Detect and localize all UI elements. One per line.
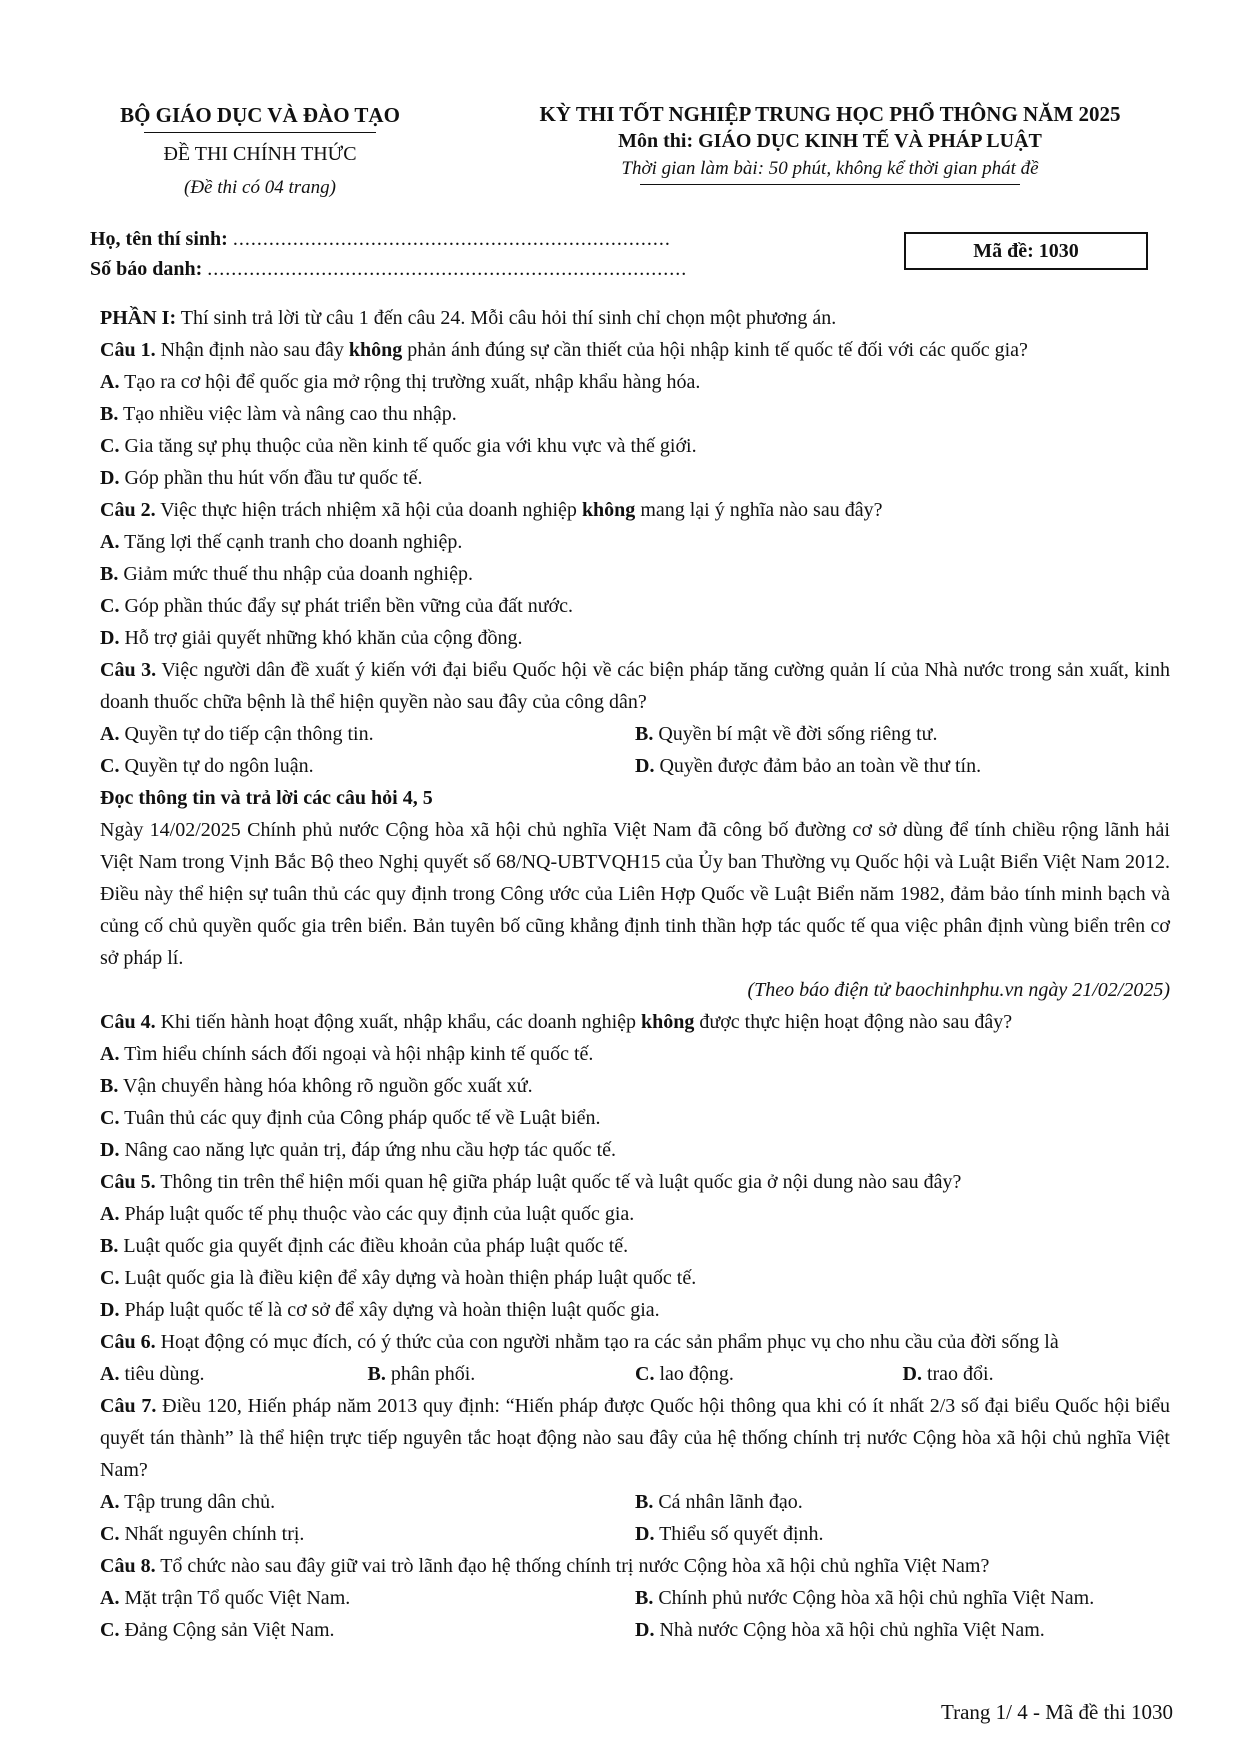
option-letter: B.: [635, 723, 654, 745]
q3-option-b[interactable]: [635, 718, 1170, 750]
option-text: trao đổi.: [926, 1363, 994, 1385]
q7-option-a[interactable]: [100, 1486, 635, 1518]
q6-option-b[interactable]: [368, 1358, 636, 1390]
reading-heading: Đọc thông tin và trả lời các câu hỏi 4, 5: [100, 787, 433, 809]
option-letter: A.: [100, 1203, 120, 1225]
q3-option-c[interactable]: [100, 750, 635, 782]
option-text: Luật quốc gia quyết định các điều khoản của pháp luật quốc tế.: [123, 1235, 629, 1257]
q1-option-d[interactable]: [100, 462, 1170, 494]
option-text: Góp phần thúc đẩy sự phát triển bền vững của đất nước.: [124, 595, 573, 617]
question-text: Hoạt động có mục đích, có ý thức của con người nhằm tạo ra các sản phẩm phục vụ cho nhu cầu của đời sống là: [155, 1331, 1059, 1353]
q6-option-a[interactable]: [100, 1358, 368, 1390]
q8-options-row-1: [100, 1582, 1170, 1614]
option-text: Pháp luật quốc tế là cơ sở để xây dựng và hoàn thiện luật quốc gia.: [124, 1299, 660, 1321]
candidate-id-field[interactable]: ................................................................................: [207, 258, 688, 280]
option-letter: C.: [100, 1107, 120, 1129]
option-text: Tập trung dân chủ.: [124, 1491, 276, 1513]
option-text: Mặt trận Tổ quốc Việt Nam.: [124, 1587, 351, 1609]
question-1: [100, 334, 1170, 366]
option-letter: C.: [100, 1619, 120, 1641]
header-left: [100, 100, 420, 203]
option-text: Quyền tự do ngôn luận.: [124, 755, 314, 777]
option-text: Quyền được đảm bảo an toàn về thư tín.: [659, 755, 982, 777]
part-label: PHẦN I:: [100, 307, 177, 329]
question-5: [100, 1166, 1170, 1198]
question-number: Câu 3.: [100, 659, 157, 681]
question-number: Câu 5.: [100, 1171, 156, 1193]
q7-options-row-2: [100, 1518, 1170, 1550]
q4-option-d[interactable]: [100, 1134, 1170, 1166]
q4-option-a[interactable]: [100, 1038, 1170, 1070]
option-letter: A.: [100, 1363, 120, 1385]
q3-option-d[interactable]: [635, 750, 1170, 782]
ministry-underline: [144, 132, 376, 133]
q8-option-a[interactable]: [100, 1582, 635, 1614]
option-text: Tạo nhiều việc làm và nâng cao thu nhập.: [122, 403, 457, 425]
option-text: Nhất nguyên chính trị.: [124, 1523, 305, 1545]
question-emphasis: không: [581, 499, 636, 521]
pages-note: (Đề thi có 04 trang): [184, 177, 336, 198]
option-letter: A.: [100, 1587, 120, 1609]
question-4: [100, 1006, 1170, 1038]
q6-option-c[interactable]: [635, 1358, 903, 1390]
subject-label: Môn thi:: [618, 130, 694, 152]
question-emphasis: không: [641, 1011, 695, 1033]
option-letter: C.: [100, 1267, 120, 1289]
question-number: Câu 7.: [100, 1395, 157, 1417]
q1-option-b[interactable]: [100, 398, 1170, 430]
option-letter: A.: [100, 723, 120, 745]
q8-option-c[interactable]: [100, 1614, 635, 1646]
question-2: [100, 494, 1170, 526]
option-letter: B.: [100, 563, 119, 585]
question-8: [100, 1550, 1170, 1582]
candidate-name-field[interactable]: .........................................................................: [232, 228, 671, 250]
candidate-info: [90, 224, 687, 284]
option-letter: B.: [635, 1491, 654, 1513]
option-text: Quyền bí mật về đời sống riêng tư.: [658, 723, 938, 745]
question-text: Nhận định nào sau đây: [155, 339, 349, 361]
exam-title: KỲ THI TỐT NGHIỆP TRUNG HỌC PHỔ THÔNG NĂM 2025: [539, 102, 1121, 126]
option-letter: C.: [635, 1363, 655, 1385]
option-text: lao động.: [659, 1363, 734, 1385]
option-text: Nâng cao năng lực quản trị, đáp ứng nhu cầu hợp tác quốc tế.: [124, 1139, 616, 1161]
q6-options-row: [100, 1358, 1170, 1390]
candidate-id-label: Số báo danh:: [90, 258, 203, 280]
question-emphasis: không: [348, 339, 403, 361]
question-text: Khi tiến hành hoạt động xuất, nhập khẩu, các doanh nghiệp: [155, 1011, 642, 1033]
option-letter: C.: [100, 435, 120, 457]
question-number: Câu 4.: [100, 1011, 156, 1033]
page-footer: Trang 1/ 4 - Mã đề thi 1030: [941, 1700, 1173, 1724]
q5-option-a[interactable]: [100, 1198, 1170, 1230]
question-number: Câu 1.: [100, 339, 156, 361]
option-letter: B.: [100, 403, 119, 425]
question-3: [100, 654, 1170, 718]
q7-options-row-1: [100, 1486, 1170, 1518]
option-text: Pháp luật quốc tế phụ thuộc vào các quy định của luật quốc gia.: [124, 1203, 635, 1225]
q5-option-b[interactable]: [100, 1230, 1170, 1262]
option-text: Chính phủ nước Cộng hòa xã hội chủ nghĩa Việt Nam.: [658, 1587, 1095, 1609]
option-text: Giảm mức thuế thu nhập của doanh nghiệp.: [123, 563, 473, 585]
q2-option-a[interactable]: [100, 526, 1170, 558]
option-letter: A.: [100, 1043, 120, 1065]
q4-option-c[interactable]: [100, 1102, 1170, 1134]
time-note: Thời gian làm bài: 50 phút, không kể thời gian phát đề: [621, 158, 1039, 179]
option-text: Quyền tự do tiếp cận thông tin.: [124, 723, 374, 745]
q8-option-b[interactable]: [635, 1582, 1170, 1614]
option-text: Tăng lợi thế cạnh tranh cho doanh nghiệp.: [124, 531, 463, 553]
option-text: Cá nhân lãnh đạo.: [658, 1491, 803, 1513]
q3-options-row-2: [100, 750, 1170, 782]
exam-code: Mã đề: 1030: [973, 239, 1079, 262]
question-text: Tổ chức nào sau đây giữ vai trò lãnh đạo hệ thống chính trị nước Cộng hòa xã hội chủ nghĩa Việt Nam?: [155, 1555, 990, 1577]
option-text: Góp phần thu hút vốn đầu tư quốc tế.: [124, 467, 423, 489]
exam-code-box: [904, 232, 1148, 270]
option-text: Gia tăng sự phụ thuộc của nền kinh tế quốc gia với khu vực và thế giới.: [124, 435, 697, 457]
official-label: ĐỀ THI CHÍNH THỨC: [163, 143, 357, 165]
part-instruction: [100, 302, 1170, 334]
q2-option-c[interactable]: [100, 590, 1170, 622]
option-letter: D.: [635, 1619, 655, 1641]
q6-option-d[interactable]: [903, 1358, 1171, 1390]
q7-option-b[interactable]: [635, 1486, 1170, 1518]
header-right: [490, 100, 1170, 185]
q1-option-a[interactable]: [100, 366, 1170, 398]
option-text: Thiểu số quyết định.: [659, 1523, 824, 1545]
option-letter: B.: [100, 1075, 119, 1097]
q3-option-a[interactable]: [100, 718, 635, 750]
option-letter: D.: [635, 1523, 655, 1545]
q5-option-d[interactable]: [100, 1294, 1170, 1326]
question-text: Việc người dân đề xuất ý kiến với đại biểu Quốc hội về các biện pháp tăng cường quản lí của Nhà nước trong sản xuất, kinh doanh thuốc chữa bệnh là thể hiện quyền nào sau đây của công dân?: [100, 659, 1170, 713]
subject-line: [490, 128, 1170, 154]
option-letter: B.: [367, 1363, 386, 1385]
q7-option-d[interactable]: [635, 1518, 1170, 1550]
candidate-name-line: [90, 224, 687, 254]
option-letter: C.: [100, 1523, 120, 1545]
question-text: phản ánh đúng sự cần thiết của hội nhập kinh tế quốc tế đối với các quốc gia?: [402, 339, 1028, 361]
option-letter: B.: [635, 1587, 654, 1609]
exam-body: [100, 302, 1170, 1646]
candidate-id-line: [90, 254, 687, 284]
option-text: Đảng Cộng sản Việt Nam.: [124, 1619, 335, 1641]
option-text: Nhà nước Cộng hòa xã hội chủ nghĩa Việt Nam.: [659, 1619, 1045, 1641]
question-text: mang lại ý nghĩa nào sau đây?: [635, 499, 883, 521]
option-text: Luật quốc gia là điều kiện để xây dựng và hoàn thiện pháp luật quốc tế.: [124, 1267, 697, 1289]
q3-options-row-1: [100, 718, 1170, 750]
q8-options-row-2: [100, 1614, 1170, 1646]
question-text: được thực hiện hoạt động nào sau đây?: [694, 1011, 1013, 1033]
option-text: Tìm hiểu chính sách đối ngoại và hội nhập kinh tế quốc tế.: [124, 1043, 594, 1065]
reading-passage: Ngày 14/02/2025 Chính phủ nước Cộng hòa xã hội chủ nghĩa Việt Nam đã công bố đường cơ sở dùng để tính chiều rộng lãnh hải Việt Nam trong Vịnh Bắc Bộ theo Nghị quyết số 68/NQ-UBTVQH15 của Ủy ban Thường vụ Quốc hội và Luật Biển Việt Nam 2012. Điều này thể hiện sự tuân thủ các quy định trong Công ước của Liên Hợp Quốc về Luật Biển năm 1982, đảm bảo tính minh bạch và củng cố chủ quyền quốc gia trên biển. Bản tuyên bố cũng khẳng định tinh thần hợp tác quốc tế qua việc phân định vùng biển trên cơ sở pháp lí.: [100, 819, 1170, 969]
q5-option-c[interactable]: [100, 1262, 1170, 1294]
q2-option-b[interactable]: [100, 558, 1170, 590]
subject-name: GIÁO DỤC KINH TẾ VÀ PHÁP LUẬT: [698, 130, 1042, 152]
q2-option-d[interactable]: [100, 622, 1170, 654]
question-6: [100, 1326, 1170, 1358]
q4-option-b[interactable]: [100, 1070, 1170, 1102]
question-number: Câu 6.: [100, 1331, 156, 1353]
option-letter: A.: [100, 371, 120, 393]
option-letter: A.: [100, 1491, 120, 1513]
time-underline: [640, 184, 1020, 185]
question-text: Điều 120, Hiến pháp năm 2013 quy định: “Hiến pháp được Quốc hội thông qua khi có ít nhất 2/3 số đại biểu Quốc hội biểu quyết tán thành” là thể hiện trực tiếp nguyên tắc hoạt động nào sau đây của hệ thống chính trị nước Cộng hòa xã hội chủ nghĩa Việt Nam?: [100, 1395, 1170, 1481]
option-text: Hỗ trợ giải quyết những khó khăn của cộng đồng.: [124, 627, 523, 649]
question-text: Thông tin trên thể hiện mối quan hệ giữa pháp luật quốc tế và luật quốc gia ở nội dung nào sau đây?: [155, 1171, 962, 1193]
part-text: Thí sinh trả lời từ câu 1 đến câu 24. Mỗi câu hỏi thí sinh chỉ chọn một phương án.: [176, 307, 837, 329]
option-letter: D.: [902, 1363, 922, 1385]
option-text: Tuân thủ các quy định của Công pháp quốc tế về Luật biển.: [124, 1107, 601, 1129]
option-letter: D.: [635, 755, 655, 777]
option-letter: D.: [100, 1139, 120, 1161]
option-letter: A.: [100, 531, 120, 553]
option-text: phân phối.: [390, 1363, 476, 1385]
q7-option-c[interactable]: [100, 1518, 635, 1550]
option-letter: D.: [100, 1299, 120, 1321]
q1-option-c[interactable]: [100, 430, 1170, 462]
option-letter: D.: [100, 467, 120, 489]
option-letter: C.: [100, 595, 120, 617]
option-letter: C.: [100, 755, 120, 777]
question-number: Câu 8.: [100, 1555, 156, 1577]
option-letter: D.: [100, 627, 120, 649]
question-number: Câu 2.: [100, 499, 156, 521]
reading-source: (Theo báo điện tử baochinhphu.vn ngày 21/02/2025): [747, 979, 1170, 1001]
question-text: Việc thực hiện trách nhiệm xã hội của doanh nghiệp: [155, 499, 582, 521]
candidate-name-label: Họ, tên thí sinh:: [90, 228, 228, 250]
ministry-name: BỘ GIÁO DỤC VÀ ĐÀO TẠO: [120, 103, 400, 127]
option-text: tiêu dùng.: [124, 1363, 205, 1385]
option-text: Tạo ra cơ hội để quốc gia mở rộng thị trường xuất, nhập khẩu hàng hóa.: [124, 371, 701, 393]
question-7: [100, 1390, 1170, 1486]
option-letter: B.: [100, 1235, 119, 1257]
option-text: Vận chuyển hàng hóa không rõ nguồn gốc xuất xứ.: [122, 1075, 533, 1097]
q8-option-d[interactable]: [635, 1614, 1170, 1646]
